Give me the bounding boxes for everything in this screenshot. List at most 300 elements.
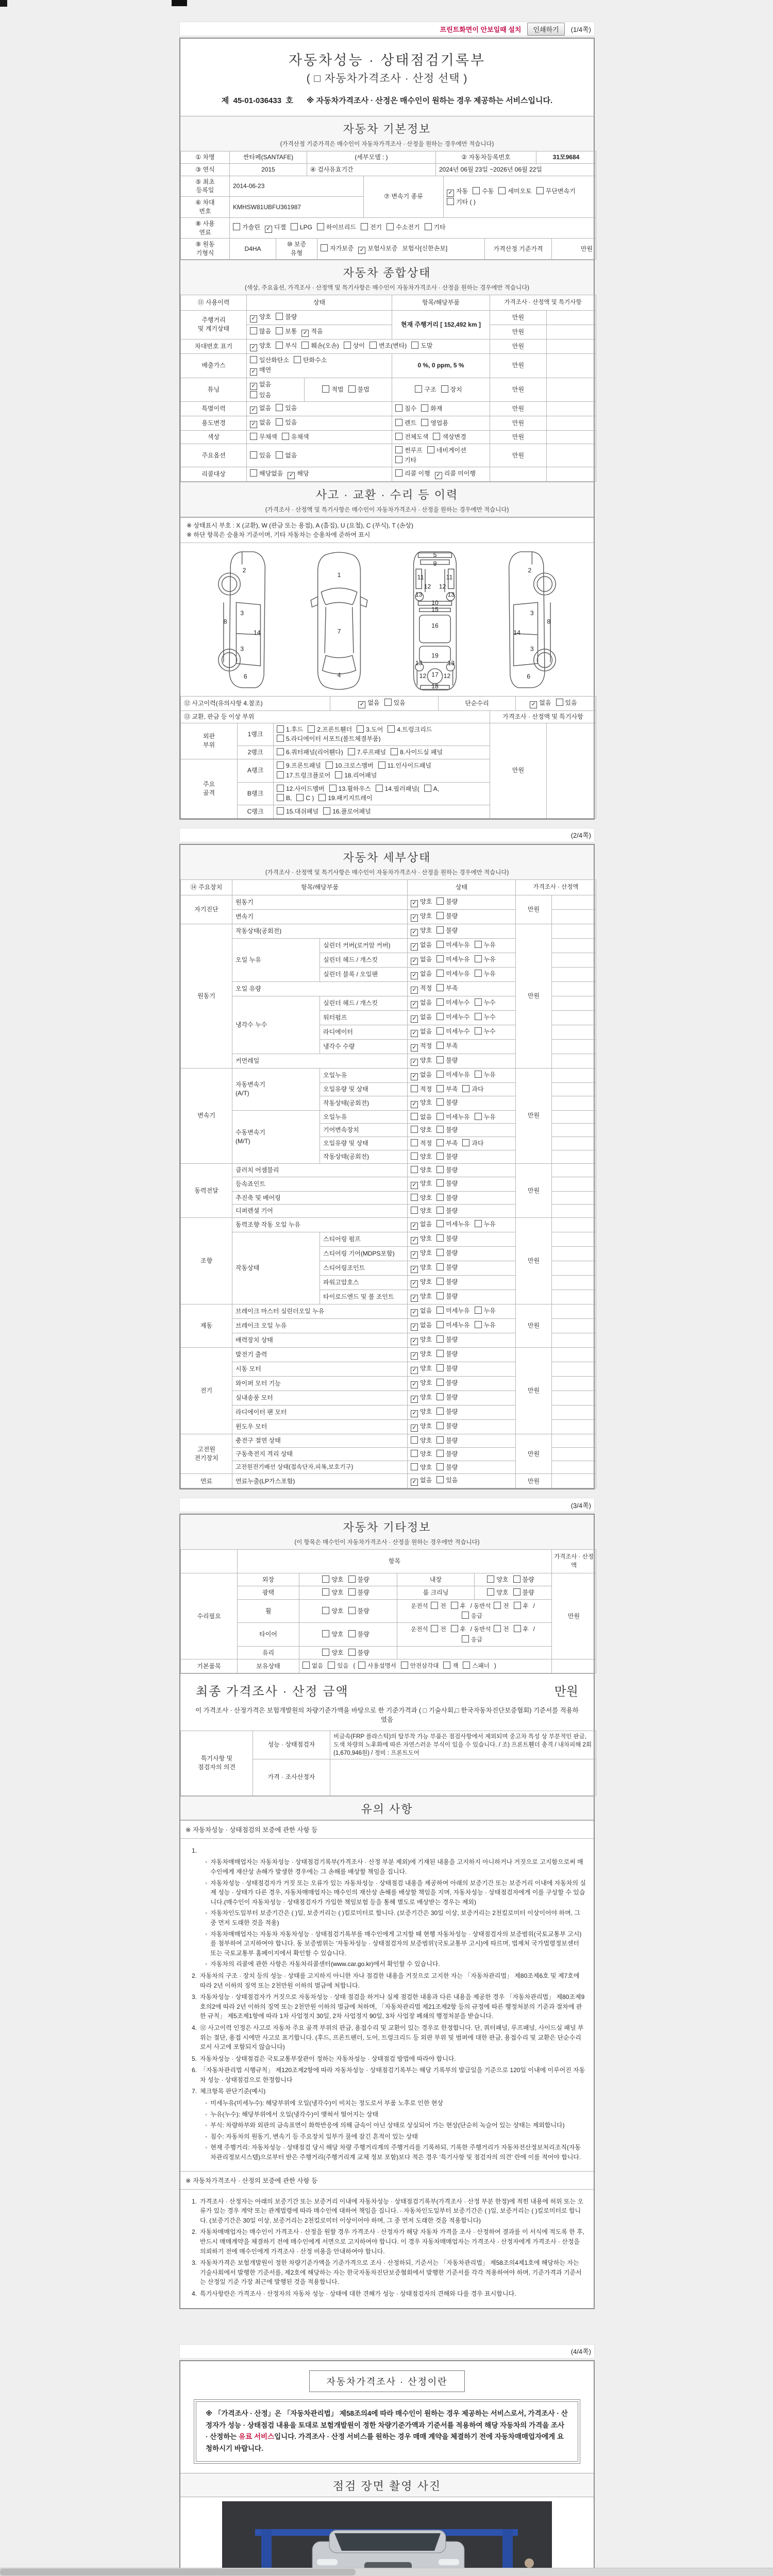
checkbox-양호[interactable] (322, 1575, 329, 1583)
checkbox-해당[interactable]: ✓ (288, 472, 295, 479)
status-cell (408, 1276, 516, 1290)
checkbox-후[interactable] (451, 1602, 458, 1609)
cell: 주행거리 및 계기상태 (181, 310, 247, 339)
checkbox-가솔린[interactable] (233, 223, 240, 230)
option (436, 1335, 458, 1344)
option-label: 없음 (259, 419, 272, 427)
checkbox-침수[interactable] (395, 404, 402, 412)
checkbox-적정[interactable]: ✓ (411, 1044, 418, 1052)
option-label: 불량 (446, 1264, 458, 1272)
checkbox-양호[interactable]: ✓ (411, 1182, 418, 1189)
checkbox-없음[interactable]: ✓ (411, 1015, 418, 1023)
option (514, 1602, 529, 1611)
checkbox-부식[interactable] (276, 342, 283, 349)
checkbox-불량[interactable] (348, 1649, 356, 1656)
option (421, 419, 448, 428)
checkbox-양호[interactable]: ✓ (411, 1410, 418, 1417)
option (411, 1153, 432, 1161)
option (276, 418, 297, 427)
option (411, 912, 432, 922)
checkbox-양호[interactable]: ✓ (411, 1381, 418, 1388)
checkbox-양호[interactable] (411, 1166, 418, 1173)
checkbox-양호[interactable] (322, 1649, 329, 1656)
checkbox-후[interactable] (514, 1602, 521, 1609)
checkbox-해당없음[interactable] (250, 469, 257, 477)
option (436, 1126, 458, 1134)
checkbox-양호[interactable] (411, 1194, 418, 1201)
checkbox-없음[interactable]: ✓ (411, 943, 418, 951)
checkbox-전[interactable] (494, 1625, 501, 1632)
checkbox-1.후드[interactable] (277, 725, 284, 733)
table-row (181, 176, 596, 197)
checkbox-부족[interactable] (436, 984, 444, 991)
checkbox-없음[interactable]: ✓ (250, 421, 257, 428)
option-label: 리콜 이행 (405, 469, 430, 477)
price-cell: 만원 (490, 431, 547, 444)
table-row (181, 1304, 596, 1319)
checkbox-누유[interactable] (475, 1071, 482, 1078)
option-label: 있음 (393, 699, 406, 706)
basic-info-tables (180, 151, 594, 176)
checkbox-2.프론트휀더[interactable] (308, 725, 315, 733)
checkbox-불량[interactable] (436, 1379, 444, 1386)
option (250, 380, 271, 390)
status-cell (516, 696, 596, 710)
option (277, 735, 381, 743)
checkbox-전[interactable] (431, 1602, 438, 1609)
note-bullet: ◦ 자동차성능 · 상태점검자가 거짓 또는 오류가 있는 자동차성능 · 상태점검 내용을 제공하여 아래의 보증기간 또는 보증거리 이내에 자동차의 실제 성능 · 상태가 다른 경우, 자동차매매업자는 매수인의 재산상 손해를 배상할 책임을 지며, 자동차성능 · 상태점검자에게 이를 구상할 수 있습니다.(매수인이 자동차성능 · 상태점검자가 가입한 책임보험 등을 통해 별도로 배상받는 경우는 제외) (205, 1879, 586, 1906)
checkbox-기타[interactable] (395, 456, 402, 463)
checkbox-양호[interactable]: ✓ (411, 1266, 418, 1273)
option-label: 1.후드 (286, 725, 304, 733)
checkbox-불량[interactable] (436, 1098, 444, 1106)
option-label: C ) (306, 794, 314, 802)
checkbox-불량[interactable] (348, 1575, 356, 1583)
checkbox-보통[interactable] (276, 327, 283, 334)
checkbox-없음[interactable]: ✓ (358, 701, 365, 708)
checkbox-불량[interactable] (436, 912, 444, 919)
checkbox-불량[interactable] (348, 1607, 356, 1614)
checkbox-미세누유[interactable] (436, 955, 444, 962)
checkbox-6.쿼터패널(리어휀다)[interactable] (277, 748, 284, 755)
checkbox-없음[interactable]: ✓ (411, 1479, 418, 1486)
checkbox-없음[interactable]: ✓ (250, 406, 257, 414)
checkbox-네비게이션[interactable] (427, 446, 434, 453)
checkbox-적정[interactable] (411, 1085, 418, 1092)
option (411, 1321, 432, 1331)
checkbox-화재[interactable] (421, 404, 428, 412)
checkbox-있음[interactable] (250, 451, 257, 459)
checkbox-불량[interactable] (436, 1194, 444, 1201)
checkbox-양호[interactable] (322, 1630, 329, 1637)
checkbox-불량[interactable] (436, 1436, 444, 1444)
checkbox-C )[interactable] (296, 794, 304, 801)
checkbox-LPG[interactable] (291, 223, 298, 230)
checkbox-양호[interactable] (322, 1588, 329, 1596)
checkbox-미세누유[interactable] (436, 1071, 444, 1078)
checkbox-있음[interactable] (328, 1662, 335, 1669)
checkbox-누유[interactable] (475, 1321, 482, 1328)
checkbox-18.리어패널[interactable] (335, 771, 342, 778)
checkbox-양호[interactable]: ✓ (411, 914, 418, 922)
checkbox-불량[interactable] (436, 1263, 444, 1270)
checkbox-양호[interactable]: ✓ (411, 1059, 418, 1066)
checkbox-불량[interactable] (436, 1350, 444, 1357)
checkbox-렌트[interactable] (395, 419, 402, 426)
checkbox-불량[interactable] (276, 313, 283, 320)
checkbox-도말[interactable] (411, 342, 418, 349)
option (277, 725, 303, 734)
checkbox-장치[interactable] (441, 385, 448, 393)
option (436, 1085, 458, 1094)
checkbox-많음[interactable] (250, 327, 257, 334)
checkbox-미세누유[interactable] (436, 1307, 444, 1314)
checkbox-없음[interactable]: ✓ (411, 1324, 418, 1331)
checkbox-무단변속기[interactable] (536, 187, 544, 194)
checkbox-양호[interactable] (411, 1450, 418, 1457)
caution-sec2-title: ※ 자동차가격조사 · 산정의 보증에 관한 사항 등 (180, 2171, 594, 2189)
checkbox-불량[interactable] (348, 1630, 356, 1637)
checkbox-불법[interactable] (348, 385, 356, 393)
checkbox-13.휠하우스[interactable] (329, 785, 337, 792)
checkbox-불량[interactable] (436, 1292, 444, 1299)
checkbox-미세누수[interactable] (436, 1027, 444, 1035)
checkbox-불량[interactable] (436, 1450, 444, 1457)
checkbox-불량[interactable] (436, 1249, 444, 1256)
checkbox-잭[interactable] (443, 1662, 450, 1669)
checkbox-양호[interactable]: ✓ (250, 344, 257, 351)
checkbox-응급[interactable] (462, 1612, 469, 1619)
option-text: 운전석 (411, 1603, 428, 1610)
checkbox-양호[interactable]: ✓ (411, 1425, 418, 1432)
price-cell: 만원 (516, 1218, 552, 1304)
option (308, 725, 352, 734)
status-cell (444, 176, 596, 217)
cell: KMHSW81UBFU361987 (230, 197, 364, 218)
horizontal-scrollbar[interactable] (0, 2568, 773, 2576)
checkbox-양호[interactable] (411, 1207, 418, 1214)
checkbox-스패너[interactable] (463, 1662, 470, 1669)
checkbox-불량[interactable] (436, 1335, 444, 1343)
checkbox-양호[interactable]: ✓ (411, 1101, 418, 1108)
table-row (181, 1586, 596, 1600)
checkbox-수소전기[interactable] (386, 223, 394, 230)
status-cell (392, 402, 490, 416)
checkbox-양호[interactable]: ✓ (411, 1352, 418, 1360)
cell: 동력조향 작동 오일 누유 (232, 1218, 408, 1232)
checkbox-미세누유[interactable] (436, 970, 444, 977)
checkbox-불량[interactable] (436, 1166, 444, 1173)
option-label: 불량 (522, 1589, 534, 1597)
checkbox-없음[interactable] (303, 1662, 310, 1669)
checkbox-17.트렁크플로어[interactable] (277, 771, 284, 778)
checkbox-불량[interactable] (436, 1393, 444, 1400)
option-label: 불량 (446, 1235, 458, 1243)
option (328, 1662, 348, 1670)
checkbox-없음[interactable]: ✓ (411, 1073, 418, 1080)
checkbox-누유[interactable] (475, 1113, 482, 1120)
checkbox-11.인사이드패널[interactable] (378, 761, 385, 769)
checkbox-누유[interactable] (475, 1220, 482, 1227)
section-subtitle: (가격산정 기준가격은 매수인이 자동차가격조사 · 산정을 원하는 경우에만 적습니다) (280, 141, 494, 147)
option (301, 342, 339, 350)
checkbox-영업용[interactable] (421, 419, 428, 426)
cell (552, 1096, 596, 1110)
option (411, 1335, 432, 1345)
checkbox-전체도색[interactable] (395, 433, 402, 440)
option-label: 없음 (420, 1321, 432, 1329)
checkbox-매연[interactable]: ✓ (250, 368, 257, 376)
checkbox-변조(변타)[interactable] (369, 342, 377, 349)
option (411, 1393, 432, 1403)
checkbox-자가보증[interactable] (321, 244, 328, 251)
checkbox-5.라디에이터 서포트(볼트체결부품)[interactable] (277, 735, 284, 742)
checkbox-양호[interactable] (487, 1588, 494, 1596)
checkbox-미세누수[interactable] (436, 998, 444, 1006)
checkbox-있음[interactable] (250, 391, 257, 398)
checkbox-수동[interactable] (473, 187, 480, 194)
checkbox-19.패키지트레이[interactable] (318, 794, 326, 801)
checkbox-양호[interactable] (322, 1607, 329, 1614)
checkbox-없음[interactable]: ✓ (411, 1001, 418, 1008)
checkbox-과다[interactable] (462, 1139, 469, 1146)
checkbox-탄화수소[interactable] (294, 356, 301, 363)
checkbox-구조[interactable] (415, 385, 422, 393)
checkbox-누수[interactable] (475, 998, 482, 1006)
checkbox-미세누수[interactable] (436, 1013, 444, 1020)
checkbox-불량[interactable] (436, 1463, 444, 1470)
checkbox-일산화탄소[interactable] (250, 356, 257, 363)
checkbox-불량[interactable] (436, 1179, 444, 1187)
checkbox-불량[interactable] (436, 1422, 444, 1429)
checkbox-사용설명서[interactable] (358, 1662, 365, 1669)
checkbox-부족[interactable] (436, 1139, 444, 1146)
status-cell (408, 1362, 516, 1377)
checkbox-14.필러패널([interactable] (376, 785, 383, 792)
option (250, 391, 271, 400)
checkbox-양호[interactable]: ✓ (411, 1367, 418, 1374)
checkbox-불량[interactable] (436, 1056, 444, 1063)
option-label: 응급 (470, 1613, 483, 1620)
option (294, 356, 327, 365)
option (411, 1263, 432, 1273)
checkbox-리콜 이행[interactable] (395, 469, 402, 477)
checkbox-없음[interactable]: ✓ (411, 1223, 418, 1230)
checkbox-양호[interactable] (487, 1575, 494, 1583)
checkbox-A,[interactable] (424, 785, 431, 792)
checkbox-미세누유[interactable] (436, 941, 444, 948)
diagram-number: 11 (417, 573, 424, 581)
checkbox-기타[interactable] (425, 223, 432, 230)
checkbox-보험사보증[interactable]: ✓ (358, 247, 365, 254)
cell: 외장 (238, 1573, 299, 1586)
checkbox-양호[interactable] (411, 1436, 418, 1444)
checkbox-12.사이드멤버[interactable] (277, 785, 284, 792)
checkbox-3.도어[interactable] (357, 725, 364, 733)
checkbox-유채색[interactable] (282, 433, 289, 440)
checkbox-양호[interactable] (411, 1153, 418, 1160)
checkbox-7.루프패널[interactable] (348, 748, 355, 755)
checkbox-양호[interactable]: ✓ (250, 315, 257, 323)
checkbox-미세누유[interactable] (436, 1220, 444, 1227)
checkbox-누수[interactable] (475, 1013, 482, 1020)
checkbox-부족[interactable] (436, 1042, 444, 1049)
checkbox-양호[interactable] (411, 1463, 418, 1470)
checkbox-양호[interactable]: ✓ (411, 1237, 418, 1244)
cell: 휠 (238, 1600, 299, 1623)
checkbox-누유[interactable] (475, 941, 482, 948)
cell: 룸 크리닝 (397, 1586, 475, 1600)
caution-sec2-body (180, 2189, 594, 2308)
checkbox-기타 ( )[interactable] (447, 198, 454, 205)
option-label: 4.트렁크리드 (397, 725, 432, 733)
checkbox-불량[interactable] (436, 1234, 444, 1242)
checkbox-있음[interactable] (276, 404, 283, 411)
checkbox-리콜 미이행[interactable]: ✓ (435, 472, 442, 479)
checkbox-무채색[interactable] (250, 433, 257, 440)
checkbox-없음[interactable]: ✓ (411, 1309, 418, 1316)
checkbox-불량[interactable] (436, 1126, 444, 1133)
checkbox-안전삼각대[interactable] (401, 1662, 408, 1669)
checkbox-상이[interactable] (344, 342, 351, 349)
checkbox-미세누유[interactable] (436, 1113, 444, 1120)
checkbox-있음[interactable] (436, 1476, 444, 1483)
checkbox-양호[interactable]: ✓ (411, 1251, 418, 1259)
status-cell (230, 217, 596, 239)
status-cell (330, 696, 439, 710)
checkbox-없음[interactable]: ✓ (411, 1030, 418, 1037)
checkbox-불량[interactable] (513, 1588, 520, 1596)
checkbox-4.트렁크리드[interactable] (388, 725, 395, 733)
cell (552, 1177, 596, 1191)
checkbox-응급[interactable] (462, 1635, 469, 1642)
option (322, 385, 343, 394)
cell: 내장 (397, 1573, 475, 1586)
checkbox-적정[interactable]: ✓ (411, 987, 418, 994)
checkbox-불량[interactable] (436, 1408, 444, 1415)
checkbox-불량[interactable] (436, 1153, 444, 1160)
checkbox-양호[interactable]: ✓ (411, 1396, 418, 1403)
checkbox-누수[interactable] (475, 1027, 482, 1035)
cell: 오일유량 및 상태 (320, 1082, 408, 1096)
checkbox-없음[interactable]: ✓ (411, 972, 418, 979)
status-cell (247, 325, 392, 339)
cell: 라디에이터 팬 모터 (232, 1405, 408, 1420)
checkbox-전[interactable] (494, 1602, 501, 1609)
option (348, 1630, 369, 1639)
cell: 와이퍼 모터 기능 (232, 1377, 408, 1391)
note-item: 4. 특기사항란은 가격조사 · 산정자의 자동차 성능 · 상태에 대한 견해가 성능 · 상태점검자의 견해와 다를 경우 표시합니다. (191, 2290, 516, 2297)
checkbox-없음[interactable] (411, 1113, 418, 1120)
checkbox-훼손(오손)[interactable] (301, 342, 309, 349)
cell: 조향 (181, 1218, 232, 1304)
checkbox-자동[interactable]: ✓ (447, 190, 454, 197)
checkbox-후[interactable] (514, 1625, 521, 1632)
status-cell (408, 924, 516, 938)
checkbox-없음[interactable]: ✓ (250, 383, 257, 390)
print-install-note[interactable]: 프린트화면이 안보일때 설치 (440, 25, 522, 33)
checkbox-16.플로어패널[interactable] (323, 807, 330, 815)
checkbox-불량[interactable] (436, 897, 444, 905)
checkbox-불량[interactable] (436, 1207, 444, 1214)
checkbox-부족[interactable] (436, 1085, 444, 1092)
checkbox-양호[interactable]: ✓ (411, 1280, 418, 1287)
option-label: 불량 (446, 1207, 458, 1215)
checkbox-적음[interactable]: ✓ (301, 330, 309, 337)
checkbox-하이브리드[interactable] (317, 223, 324, 230)
checkbox-색상변경[interactable] (433, 433, 440, 440)
page-1 (179, 38, 595, 820)
status-cell (408, 909, 516, 924)
checkbox-15.대쉬패널[interactable] (277, 807, 284, 815)
checkbox-양호[interactable]: ✓ (411, 1338, 418, 1345)
checkbox-디젤[interactable]: ✓ (265, 226, 272, 233)
option-label: 누유 (483, 970, 496, 977)
checkbox-불량[interactable] (513, 1575, 520, 1583)
checkbox-전[interactable] (431, 1625, 438, 1632)
option (436, 1263, 458, 1272)
checkbox-적정[interactable] (411, 1139, 418, 1146)
option (411, 897, 432, 907)
option-label: 무채색 (259, 433, 277, 441)
checkbox-세미오토[interactable] (498, 187, 506, 194)
checkbox-적법[interactable] (322, 385, 329, 393)
option-label: 불량 (446, 1249, 458, 1257)
cell (552, 1304, 596, 1319)
option-label: 미세누유 (446, 1071, 470, 1078)
checkbox-누유[interactable] (475, 970, 482, 977)
checkbox-없음[interactable]: ✓ (530, 701, 537, 708)
checkbox-양호[interactable]: ✓ (411, 929, 418, 936)
checkbox-B,[interactable] (277, 794, 284, 801)
checkbox-누유[interactable] (475, 1307, 482, 1314)
option-label: 15.대쉬패널 (286, 808, 319, 816)
checkbox-10.크로스멤버[interactable] (326, 761, 333, 769)
cell (552, 1232, 596, 1247)
checkbox-불량[interactable] (436, 1278, 444, 1285)
option (250, 356, 289, 365)
option-label: 18.리어패널 (344, 771, 377, 779)
checkbox-양호[interactable]: ✓ (411, 1295, 418, 1302)
checkbox-전기[interactable] (361, 223, 368, 230)
option-label: 영업용 (430, 419, 448, 427)
checkbox-썬루프[interactable] (395, 446, 402, 453)
scrollbar-thumb[interactable] (0, 2569, 356, 2575)
checkbox-있음[interactable] (556, 699, 563, 706)
checkbox-양호[interactable] (411, 1126, 418, 1133)
cell: 31모9684 (536, 151, 596, 164)
checkbox-있음[interactable] (384, 699, 392, 706)
checkbox-없음[interactable]: ✓ (411, 958, 418, 965)
print-button[interactable]: 인쇄하기 (527, 23, 564, 36)
checkbox-양호[interactable]: ✓ (411, 900, 418, 907)
option-label: 불량 (446, 1153, 458, 1160)
option-label: 미세누유 (446, 941, 470, 948)
checkbox-9.프론트패널[interactable] (277, 761, 284, 769)
checkbox-불량[interactable] (348, 1588, 356, 1596)
option (369, 342, 407, 350)
checkbox-불량[interactable] (436, 926, 444, 934)
checkbox-후[interactable] (451, 1625, 458, 1632)
checkbox-과다[interactable] (462, 1085, 469, 1092)
checkbox-있음[interactable] (276, 418, 283, 426)
option (276, 313, 297, 321)
checkbox-없음[interactable] (276, 451, 283, 459)
checkbox-불량[interactable] (436, 1364, 444, 1371)
checkbox-미세누유[interactable] (436, 1321, 444, 1328)
checkbox-8.사이드실 패널[interactable] (391, 748, 398, 755)
checkbox-누유[interactable] (475, 955, 482, 962)
